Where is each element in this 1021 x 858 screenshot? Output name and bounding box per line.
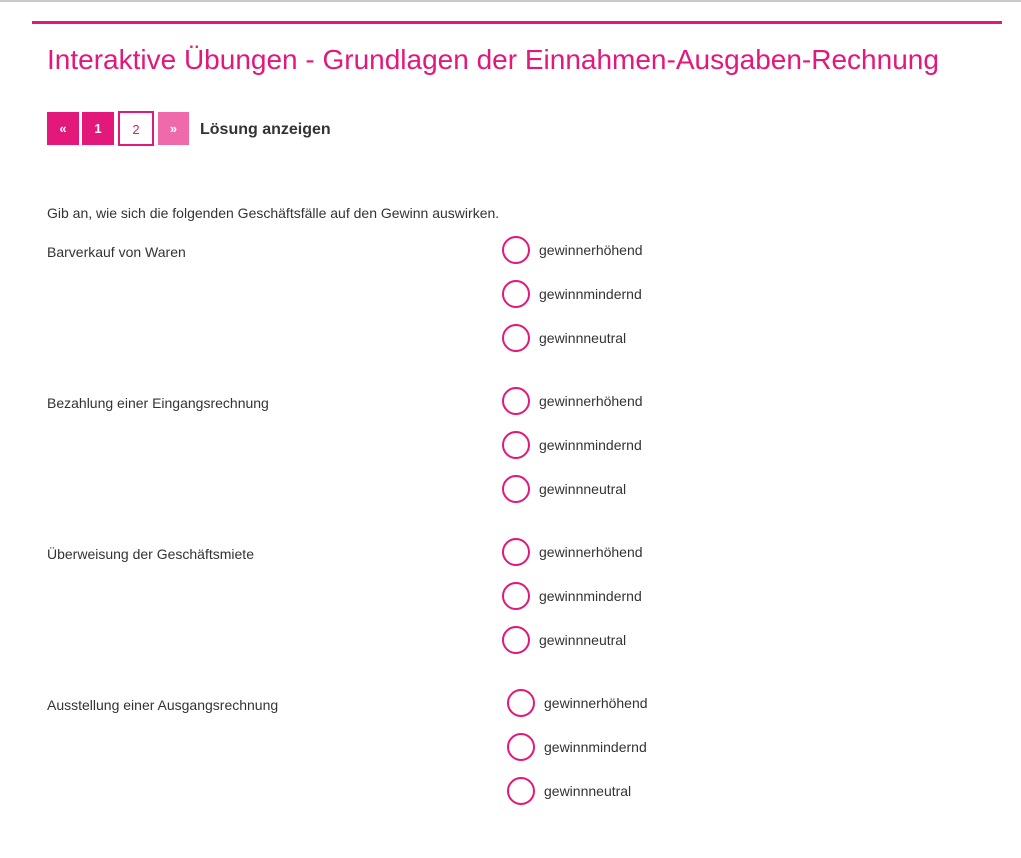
option-label: gewinnneutral — [539, 632, 627, 648]
question-item — [0, 394, 1021, 524]
question-item — [0, 545, 1021, 675]
option-label: gewinnerhöhend — [539, 393, 643, 409]
question-label: Bezahlung einer Eingangsrechnung — [47, 395, 269, 411]
next-page-button[interactable]: » — [158, 112, 189, 145]
previous-page-button[interactable]: « — [47, 112, 79, 145]
question-item — [0, 696, 1021, 826]
radio-button[interactable] — [502, 236, 530, 264]
question-label: Barverkauf von Waren — [47, 244, 186, 260]
option-label: gewinnneutral — [539, 330, 627, 346]
task-instruction: Gib an, wie sich die folgenden Geschäftsfälle auf den Gewinn auswirken. — [47, 205, 500, 221]
option-label: gewinnerhöhend — [539, 242, 643, 258]
radio-button[interactable] — [507, 733, 535, 761]
radio-button[interactable] — [507, 689, 535, 717]
option-label: gewinnmindernd — [544, 739, 647, 755]
question-label: Ausstellung einer Ausgangsrechnung — [47, 697, 279, 713]
radio-button[interactable] — [502, 324, 530, 352]
option-label: gewinnerhöhend — [544, 695, 648, 711]
radio-button[interactable] — [507, 777, 535, 805]
page-2-button-current[interactable]: 2 — [118, 111, 154, 146]
page-1-button[interactable]: 1 — [82, 112, 114, 145]
radio-button[interactable] — [502, 538, 530, 566]
header-accent-rule — [32, 21, 1002, 24]
option-label: gewinnmindernd — [539, 437, 642, 453]
option-label: gewinnmindernd — [539, 286, 642, 302]
top-divider — [0, 0, 1021, 2]
radio-button[interactable] — [502, 626, 530, 654]
radio-button[interactable] — [502, 387, 530, 415]
question-item — [0, 243, 1021, 373]
option-label: gewinnerhöhend — [539, 544, 643, 560]
radio-button[interactable] — [502, 431, 530, 459]
page-title: Interaktive Übungen - Grundlagen der Einnahmen-Ausgaben-Rechnung — [47, 44, 939, 75]
question-label: Überweisung der Geschäftsmiete — [47, 546, 254, 562]
option-label: gewinnneutral — [544, 783, 632, 799]
radio-button[interactable] — [502, 475, 530, 503]
option-label: gewinnmindernd — [539, 588, 642, 604]
show-solution-button[interactable]: Lösung anzeigen — [200, 121, 331, 138]
option-label: gewinnneutral — [539, 481, 627, 497]
radio-button[interactable] — [502, 280, 530, 308]
radio-button[interactable] — [502, 582, 530, 610]
